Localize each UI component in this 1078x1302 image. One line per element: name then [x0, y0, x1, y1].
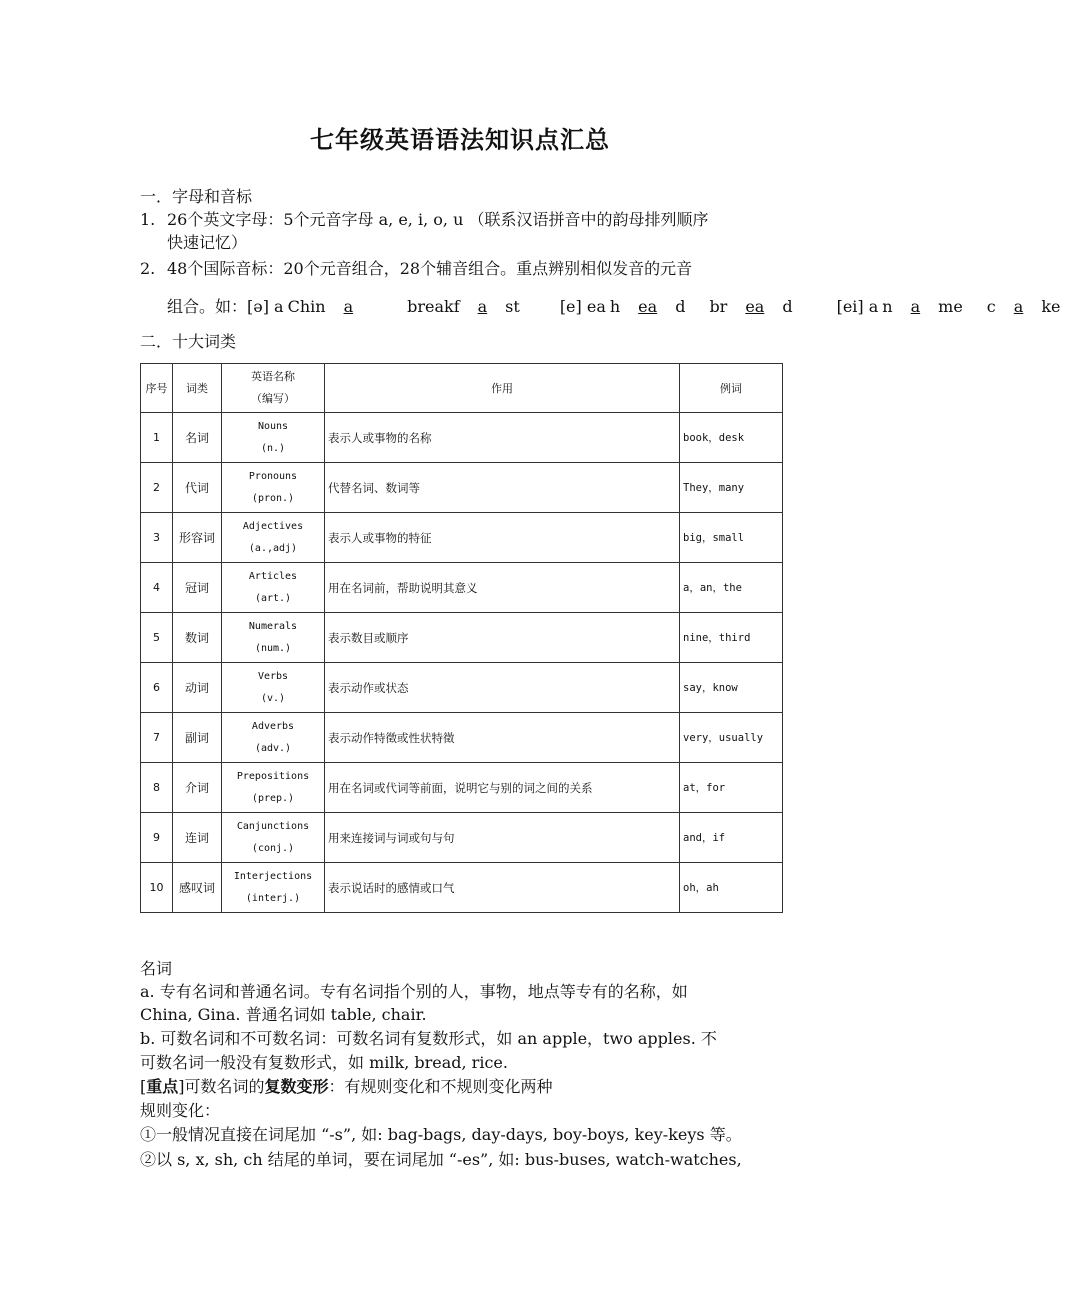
english-name: Prepositions — [236, 770, 310, 782]
list-text: 26个英文字母：5个元音字母 a, e, i, o, u （联系汉语拼音中的韵母排列顺序 — [167, 210, 709, 229]
english-name: Canjunctions — [236, 820, 310, 832]
cell-class: 副词 — [173, 713, 222, 763]
cell-number: 5 — [141, 613, 173, 663]
table-row — [141, 813, 783, 863]
english-abbr: (n.) — [260, 442, 286, 454]
header-class: 词类 — [173, 364, 222, 413]
english-name: Interjections — [233, 870, 313, 882]
cell-english-name — [222, 413, 325, 463]
cell-function: 表示数目或顺序 — [325, 613, 680, 663]
cell-class: 介词 — [173, 763, 222, 813]
table-row — [141, 413, 783, 463]
english-name: Numerals — [248, 620, 298, 632]
nouns-para-a-line2: China, Gina. 普通名词如 table, chair. — [140, 1005, 427, 1024]
header-function: 作用 — [325, 364, 680, 413]
cell-class: 动词 — [173, 663, 222, 713]
regular-heading: 规则变化： — [140, 1101, 221, 1120]
cell-class: 数词 — [173, 613, 222, 663]
english-abbr: (num.) — [254, 642, 292, 654]
cell-number: 9 — [141, 813, 173, 863]
table-header-row — [141, 364, 783, 413]
ipa-group-3: [ei] a — [836, 297, 879, 316]
cell-number: 10 — [141, 863, 173, 913]
table-row — [141, 563, 783, 613]
plural-key-point: [重点]可数名词的复数变形：有规则变化和不规则变化两种 — [140, 1077, 553, 1096]
cell-function: 表示说话时的感情或口气 — [325, 863, 680, 913]
ipa-group-1: [ə] a — [247, 297, 284, 316]
nouns-para-b-line1: b. 可数名词和不可数名词：可数名词有复数形式，如 an apple，two apples. 不 — [140, 1029, 717, 1048]
nouns-heading: 名词 — [140, 959, 173, 978]
table-row — [141, 613, 783, 663]
english-abbr: (interj.) — [245, 892, 301, 904]
key-label: 重点 — [146, 1077, 179, 1096]
cell-number: 4 — [141, 563, 173, 613]
cell-class: 冠词 — [173, 563, 222, 613]
ipa-group-2: [e] ea — [559, 297, 606, 316]
cell-function: 代替名词、数词等 — [325, 463, 680, 513]
list-number: 1. — [140, 210, 156, 229]
key-bold: 复数变形 — [264, 1077, 329, 1096]
list-text: 48个国际音标：20个元音组合，28个辅音组合。重点辨别相似发音的元音 — [167, 259, 693, 278]
document-title: 七年级英语语法知识点汇总 — [310, 126, 610, 154]
english-name: Adjectives — [242, 520, 304, 532]
cell-function: 用来连接词与词或句与句 — [325, 813, 680, 863]
cell-english-name — [222, 613, 325, 663]
cell-function: 用在名词或代词等前面，说明它与别的词之间的关系 — [325, 763, 680, 813]
header-examples: 例词 — [680, 364, 783, 413]
nouns-para-b-line2: 可数名词一般没有复数形式，如 milk, bread, rice. — [140, 1053, 508, 1072]
nouns-para-a-line1: a. 专有名词和普通名词。专有名词指个别的人，事物，地点等专有的名称，如 — [140, 982, 688, 1001]
english-abbr: (pron.) — [251, 492, 295, 504]
cell-examples: a，an，the — [680, 563, 783, 613]
cell-class: 感叹词 — [173, 863, 222, 913]
cell-class: 代词 — [173, 463, 222, 513]
english-name: Pronouns — [248, 470, 298, 482]
cell-examples: oh，ah — [680, 863, 783, 913]
english-abbr: (prep.) — [251, 792, 295, 804]
english-abbr: (adv.) — [254, 742, 292, 754]
cell-english-name — [222, 863, 325, 913]
ipa-word: n a me — [882, 297, 963, 316]
rule-2: ②以 s, x, sh, ch 结尾的单词，要在词尾加 “-es”, 如: bus-buses, watch-watches, — [140, 1150, 742, 1169]
cell-number: 7 — [141, 713, 173, 763]
cell-function: 表示人或事物的名称 — [325, 413, 680, 463]
cell-class: 名词 — [173, 413, 222, 463]
table-row — [141, 713, 783, 763]
cell-examples: big，small — [680, 513, 783, 563]
header-english-name: 英语名称 （编写） — [222, 364, 325, 413]
list-item-2 — [140, 258, 785, 280]
cell-english-name — [222, 463, 325, 513]
table-row — [141, 463, 783, 513]
header-number: 序号 — [141, 364, 173, 413]
cell-english-name — [222, 813, 325, 863]
cell-english-name — [222, 563, 325, 613]
list-item-1 — [140, 209, 785, 231]
cell-number: 8 — [141, 763, 173, 813]
english-name: Verbs — [257, 670, 289, 682]
table-row — [141, 863, 783, 913]
cell-function: 表示人或事物的特征 — [325, 513, 680, 563]
cell-examples: at，for — [680, 763, 783, 813]
cell-number: 3 — [141, 513, 173, 563]
ipa-lead: 组合。如： — [167, 297, 248, 316]
ipa-word: c a ke — [986, 297, 1061, 316]
table-row — [141, 663, 783, 713]
cell-english-name — [222, 713, 325, 763]
cell-function: 表示动作或状态 — [325, 663, 680, 713]
list-item-1-continued: 快速记忆） — [167, 233, 248, 252]
ipa-word: Chin a — [287, 297, 354, 316]
cell-english-name — [222, 513, 325, 563]
cell-examples: They，many — [680, 463, 783, 513]
cell-function: 表示动作特徵或性状特徵 — [325, 713, 680, 763]
word-class-table — [140, 363, 783, 913]
english-name: Nouns — [257, 420, 289, 432]
english-abbr: (v.) — [260, 692, 286, 704]
cell-number: 2 — [141, 463, 173, 513]
section2-heading: 二．十大词类 — [140, 332, 237, 351]
cell-class: 形容词 — [173, 513, 222, 563]
cell-english-name — [222, 763, 325, 813]
list-number: 2. — [140, 259, 156, 278]
rule-1: ①一般情况直接在词尾加 “-s”, 如: bag-bags, day-days, boy-boys, key-keys 等。 — [140, 1125, 742, 1144]
ipa-word: breakf a st — [407, 297, 520, 316]
cell-examples: nine，third — [680, 613, 783, 663]
cell-number: 1 — [141, 413, 173, 463]
table-row — [141, 513, 783, 563]
cell-function: 用在名词前，帮助说明其意义 — [325, 563, 680, 613]
table-row — [141, 763, 783, 813]
english-name: Adverbs — [251, 720, 295, 732]
cell-examples: say，know — [680, 663, 783, 713]
section1-heading: 一．字母和音标 — [140, 187, 253, 206]
cell-class: 连词 — [173, 813, 222, 863]
english-abbr: (conj.) — [251, 842, 295, 854]
cell-examples: and，if — [680, 813, 783, 863]
english-abbr: (a.,adj) — [248, 542, 298, 554]
english-name: Articles — [248, 570, 298, 582]
ipa-word: h ea d — [609, 297, 686, 316]
cell-number: 6 — [141, 663, 173, 713]
ipa-word: br ea d — [709, 297, 793, 316]
ipa-examples — [140, 296, 1061, 318]
cell-english-name — [222, 663, 325, 713]
cell-examples: book，desk — [680, 413, 783, 463]
english-abbr: (art.) — [254, 592, 292, 604]
cell-examples: very，usually — [680, 713, 783, 763]
